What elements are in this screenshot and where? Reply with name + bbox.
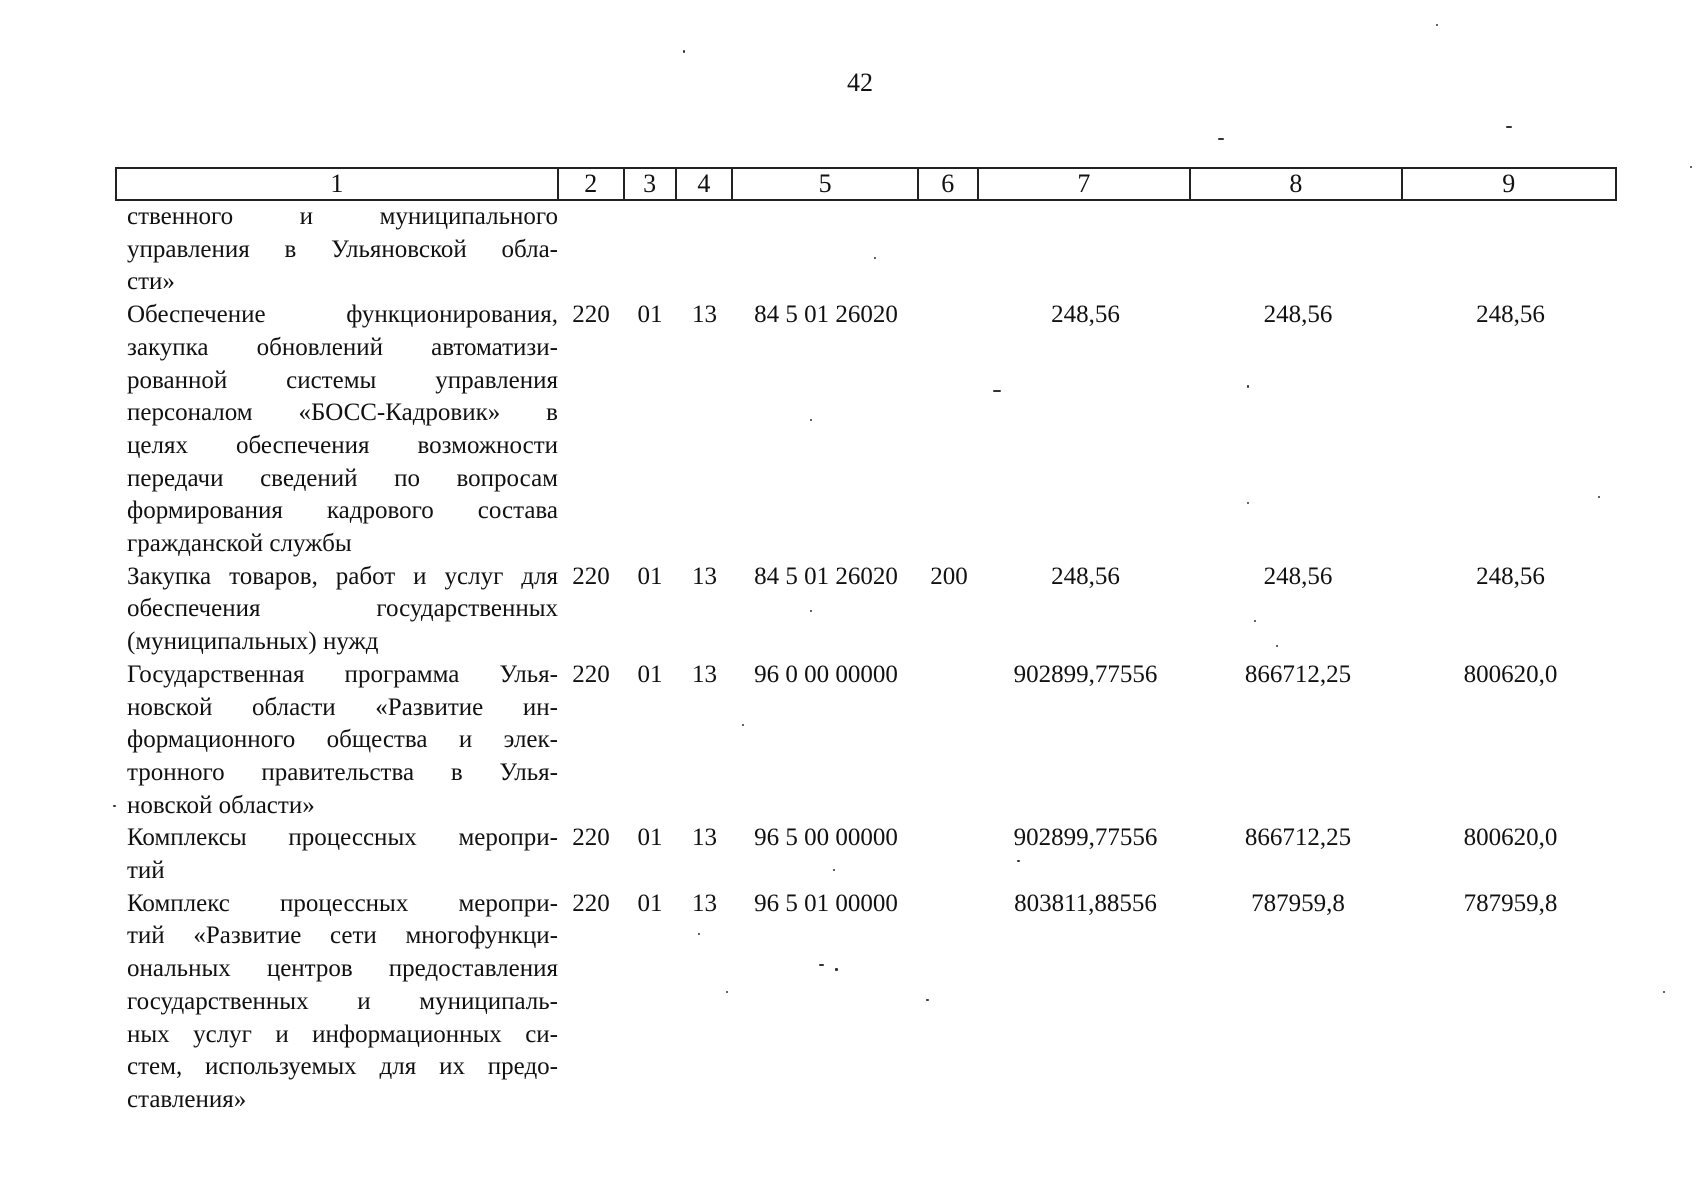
scan-speck [1436,24,1438,26]
row-name-cell [115,299,558,561]
scan-speck [698,933,700,935]
row-amount-col8: 866712,25 [1244,824,1352,852]
row-subsection: 13 [692,889,717,917]
scan-speck [874,257,876,259]
row-name-line: формирования кадрового состава [127,497,558,525]
table-header-row [115,167,1617,201]
header-col-5: 5 [733,169,919,199]
row-name-line: сти» [127,268,175,296]
scan-speck [1506,126,1512,128]
row-subsection: 13 [692,562,717,590]
scan-speck [113,805,116,807]
row-name-line: тий [127,857,165,885]
row-amount-col8: 248,56 [1263,301,1333,329]
scan-speck [1276,645,1278,647]
row-name-line: управления в Ульяновской обла- [127,235,558,263]
scan-speck [1218,138,1224,140]
header-col-3: 3 [625,169,677,199]
row-name-line: Комплексы процессных меропри- [127,824,558,852]
row-section: 01 [637,660,663,688]
scan-speck [683,50,685,53]
row-target-article: 96 5 00 00000 [754,824,898,852]
scan-speck [726,991,728,993]
header-col-8: 8 [1191,169,1402,199]
row-name-cell [115,561,558,659]
row-target-article: 84 5 01 26020 [754,562,898,590]
scan-speck [1017,860,1020,862]
scan-speck [810,419,812,421]
row-name-line: стем, используемых для их предо- [127,1053,558,1081]
scan-speck [1663,991,1665,993]
row-subsection: 13 [692,301,717,329]
row-admin-code: 220 [572,889,610,917]
row-amount-col8: 787959,8 [1251,889,1345,917]
row-amount-col9: 800620,0 [1463,660,1558,688]
row-target-article: 96 5 01 00000 [754,889,898,917]
row-name-line: тронного правительства в Улья- [127,758,558,786]
row-admin-code: 220 [572,824,610,852]
scan-speck [993,390,1001,392]
table-row [115,822,1617,887]
header-col-2: 2 [559,169,625,199]
row-amount-col9: 800620,0 [1463,824,1558,852]
row-amount-col7: 248,56 [1051,301,1120,329]
row-amount-col8: 248,56 [1263,562,1333,590]
row-section: 01 [637,889,663,917]
header-col-1: 1 [117,169,559,199]
row-amount-col9: 248,56 [1476,301,1545,329]
row-name-cell [115,201,558,299]
row-name-line: обеспечения государственных [127,595,558,623]
scan-speck [926,999,929,1001]
table-row [115,299,1617,561]
scan-speck [1247,502,1249,504]
table-body [115,201,1617,1117]
row-section: 01 [637,824,663,852]
row-name-cell [115,659,558,823]
header-col-7: 7 [979,169,1191,199]
row-name-line: рованной системы управления [127,366,558,394]
row-subsection: 13 [692,824,717,852]
row-name-line: новской области «Развитие ин- [127,693,558,721]
row-name-line: Закупка товаров, работ и услуг для [127,562,558,590]
row-amount-col7: 803811,88556 [1014,889,1157,917]
scan-speck [1598,496,1600,498]
row-name-line: закупка обновлений автоматизи- [127,333,558,361]
row-expense-type: 200 [930,562,968,590]
row-name-line: тий «Развитие сети многофункци- [127,922,558,950]
page-number: 42 [847,68,873,97]
row-name-line: формационного общества и элек- [127,726,558,754]
row-name-line: Комплекс процессных меропри- [127,889,558,917]
row-name-line: целях обеспечения возможности [127,431,558,459]
scan-speck [1247,385,1249,388]
header-col-6: 6 [919,169,979,199]
row-admin-code: 220 [572,301,610,329]
header-col-9: 9 [1502,169,1516,198]
row-name-line: государственных и муниципаль- [127,987,558,1015]
row-amount-col8: 866712,25 [1244,660,1352,688]
table-row [115,561,1617,659]
table-row [115,659,1617,823]
row-name-line: ных услуг и информационных си- [127,1020,558,1048]
row-amount-col7: 902899,77556 [1013,824,1158,852]
row-section: 01 [637,301,663,329]
scan-speck [819,964,824,966]
row-name-line: Обеспечение функционирования, [127,301,558,329]
scan-speck [810,610,812,612]
row-name-line: Государственная программа Улья- [127,660,558,688]
scan-speck [835,968,838,971]
row-name-line: передачи сведений по вопросам [127,464,558,492]
row-name-cell [115,822,558,887]
row-admin-code: 220 [572,562,610,590]
row-target-article: 96 0 00 00000 [754,660,898,688]
row-amount-col9: 248,56 [1476,562,1545,590]
table-row [115,201,1617,299]
row-name-line: гражданской службы [127,530,352,558]
row-name-cell [115,888,558,1117]
row-name-line: новской области» [127,791,315,819]
row-name-line: ональных центров предоставления [127,955,558,983]
scan-speck [1690,166,1692,168]
row-amount-col9: 787959,8 [1463,889,1558,917]
row-name-line: ставления» [127,1085,247,1113]
row-name-line: (муниципальных) нужд [127,628,379,656]
row-section: 01 [637,562,663,590]
row-target-article: 84 5 01 26020 [754,301,898,329]
row-subsection: 13 [692,660,717,688]
scan-speck [742,724,744,726]
row-admin-code: 220 [572,660,610,688]
row-name-line: персоналом «БОСС-Кадровик» в [127,399,558,427]
table-row [115,888,1617,1117]
row-name-line: ственного и муниципального [127,203,558,230]
header-col-4: 4 [677,169,734,199]
row-amount-col7: 248,56 [1051,562,1120,590]
row-amount-col7: 902899,77556 [1013,660,1158,688]
scan-speck [1254,620,1256,622]
scan-speck [833,869,835,871]
